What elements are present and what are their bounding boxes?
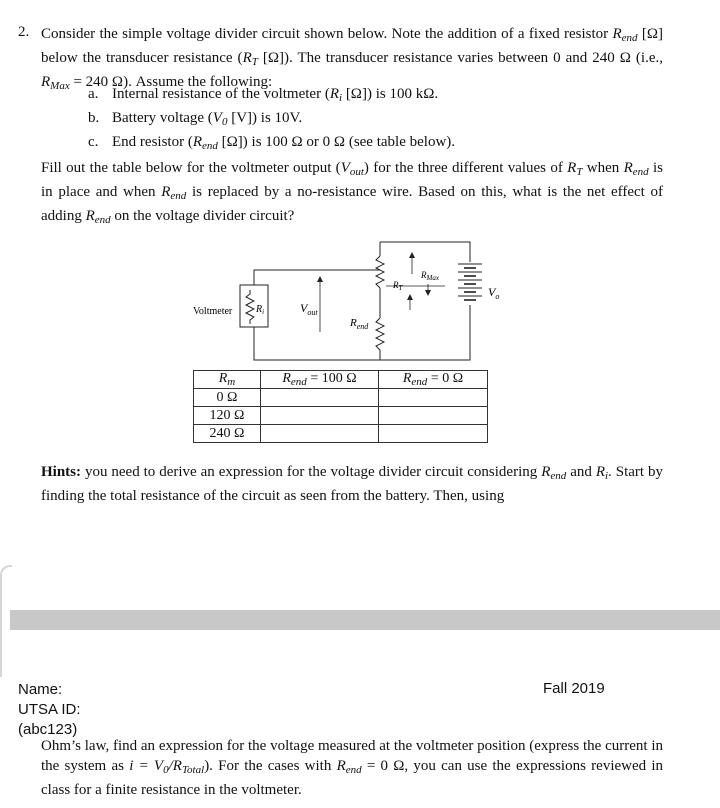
student-info xyxy=(18,680,81,740)
rt-label: $R_T$ xyxy=(393,280,403,292)
question-intro: Consider the simple voltage divider circuit shown below. Note the addition of a fixed resistor $R_{end}$ [Ω] below the transducer resistance ($R_T$ [Ω]). The transducer resistance varies between 0 and 240 Ω (i.e., $R_{Max} = 240$ Ω). Assume the following: xyxy=(41,26,663,92)
table-row: 0 Ω xyxy=(194,389,488,407)
table-row: 120 Ω xyxy=(194,407,488,425)
fill-instructions: Fill out the table below for the voltmeter output $(V_{out})$ for the three different values of $R_T$ when $R_{end}$ is in place and when $R_{end}$ is replaced by a no-resistance wire. Based on this, what is the net effect of adding $R_{end}$ on the voltage divider circuit? xyxy=(41,160,664,226)
table-row: 240 Ω xyxy=(194,425,488,443)
hints-paragraph: Hints: you need to derive an expression for the voltage divider circuit considering $R_{end}$ and $R_i$. Start by finding the total resistance of the circuit as seen from the battery. Then, using xyxy=(41,464,663,504)
table-cell-empty[interactable] xyxy=(379,389,488,407)
table-cell-empty[interactable] xyxy=(261,425,379,443)
abc-label: (abc123) xyxy=(18,721,78,738)
page-separator xyxy=(10,610,720,630)
ri-resistor xyxy=(246,290,254,324)
vout-label: $V_{out}$ xyxy=(300,301,318,317)
battery xyxy=(458,264,482,300)
rend-label: $R_{end}$ xyxy=(350,317,369,331)
assumptions-list xyxy=(88,84,455,156)
rmax-label: $R_{Max}$ xyxy=(421,270,439,282)
rt-resistor xyxy=(376,256,384,288)
table-cell-empty[interactable] xyxy=(261,389,379,407)
question-number: 2. xyxy=(18,24,30,40)
ri-label: $R_i$ xyxy=(256,304,265,316)
table-cell-empty[interactable] xyxy=(379,425,488,443)
header-rend-100: $R_{end} = 100$ Ω xyxy=(261,371,379,389)
header-rm: $R_m$ xyxy=(194,371,261,389)
rend-resistor xyxy=(376,318,384,360)
list-item: c. End resistor ($R_{end}$ [Ω]) is 100 Ω or 0 Ω (see table below). xyxy=(88,134,456,152)
list-item: a. Internal resistance of the voltmeter ($R_i$ [Ω]) is 100 kΩ. xyxy=(88,86,439,104)
v0-label: $V_o$ xyxy=(488,285,500,301)
table-cell-empty[interactable] xyxy=(261,407,379,425)
voltmeter-box xyxy=(240,285,268,327)
voltage-divider-circuit xyxy=(190,240,520,370)
results-table xyxy=(193,370,488,443)
header-rend-0: $R_{end} = 0$ Ω xyxy=(379,371,488,389)
term-label: Fall 2019 xyxy=(543,680,605,697)
continuation-paragraph: Ohm’s law, find an expression for the voltage measured at the voltmeter position (express the current in the system as $i = V_0/R_{Total}$). For the cases with $R_{end} = 0$ Ω, you can use the expressions reviewed in class for a finite resistance in the voltmeter. xyxy=(41,738,664,798)
list-item: b. Battery voltage ($V_0$ [V]) is 10V. xyxy=(88,110,303,128)
table-cell-empty[interactable] xyxy=(379,407,488,425)
utsa-id-label: UTSA ID: xyxy=(18,701,81,718)
name-label: Name: xyxy=(18,681,63,698)
voltmeter-label: Voltmeter xyxy=(193,306,233,317)
table-header-row xyxy=(194,371,488,389)
